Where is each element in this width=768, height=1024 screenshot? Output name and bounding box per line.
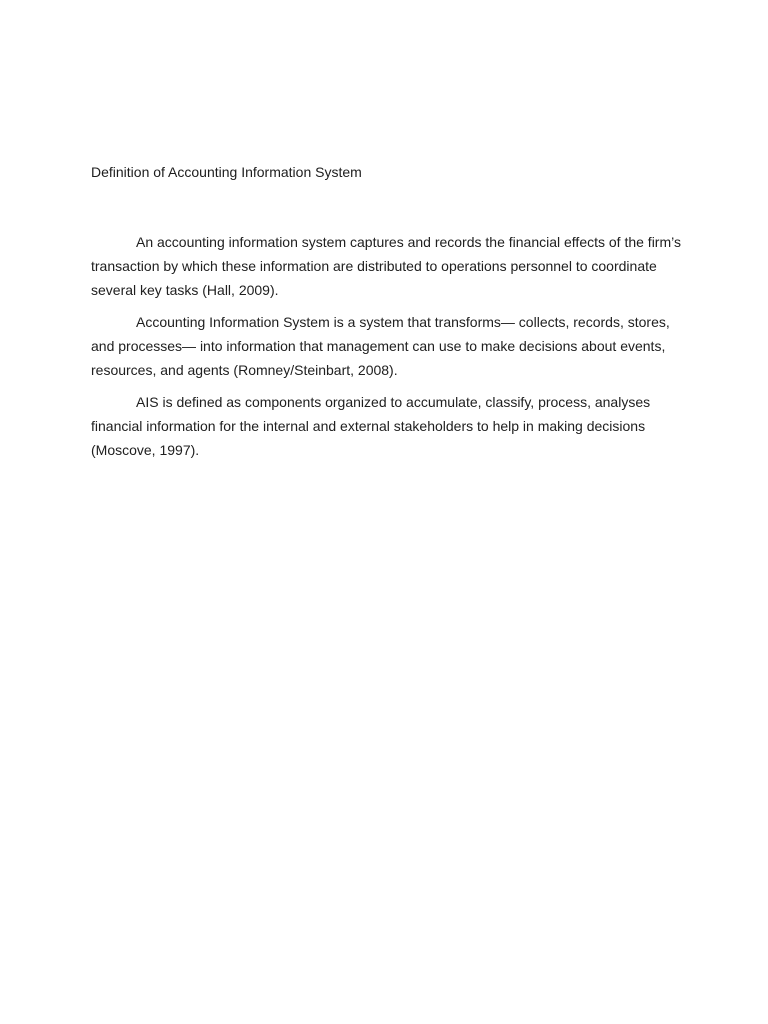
paragraph-1: An accounting information system captures and records the financial effects of the firm’s transaction by which these information are distributed to operations personnel to coordinate several key tasks (Hall, 2009).: [91, 234, 681, 298]
document-body: [91, 162, 691, 470]
document-heading: Definition of Accounting Information System: [91, 164, 362, 180]
paragraph-2: Accounting Information System is a system that transforms— collects, records, stores, and processes— into information that management can use to make decisions about events, resources, and agents (Romney/Steinbart, 2008).: [91, 314, 670, 378]
paragraph-3: AIS is defined as components organized to accumulate, classify, process, analyses financial information for the internal and external stakeholders to help in making decisions (Moscove, 1997).: [91, 394, 651, 458]
